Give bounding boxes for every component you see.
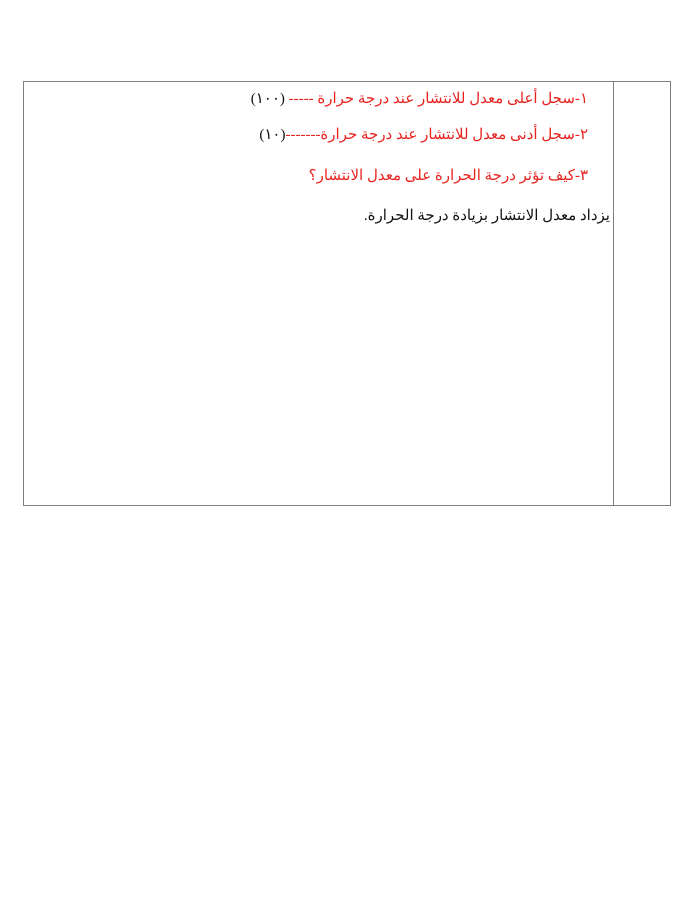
side-column — [613, 82, 670, 505]
worksheet-table — [23, 81, 671, 506]
question-2-value: (١٠) — [259, 127, 286, 143]
answer-text: يزداد معدل الانتشار بزيادة درجة الحرارة. — [363, 208, 610, 224]
question-3 — [309, 166, 588, 186]
question-1-value: (١٠٠) — [250, 91, 285, 107]
question-1-text: ١-سجل أعلى معدل للانتشار عند درجة حرارة ----- — [288, 91, 588, 107]
question-3-text: ٣-كيف تؤثر درجة الحرارة على معدل الانتشار؟ — [308, 168, 588, 184]
question-2 — [259, 125, 588, 145]
question-2-text: ٢-سجل أدنى معدل للانتشار عند درجة حرارة------- — [285, 127, 588, 143]
question-1 — [251, 89, 588, 109]
